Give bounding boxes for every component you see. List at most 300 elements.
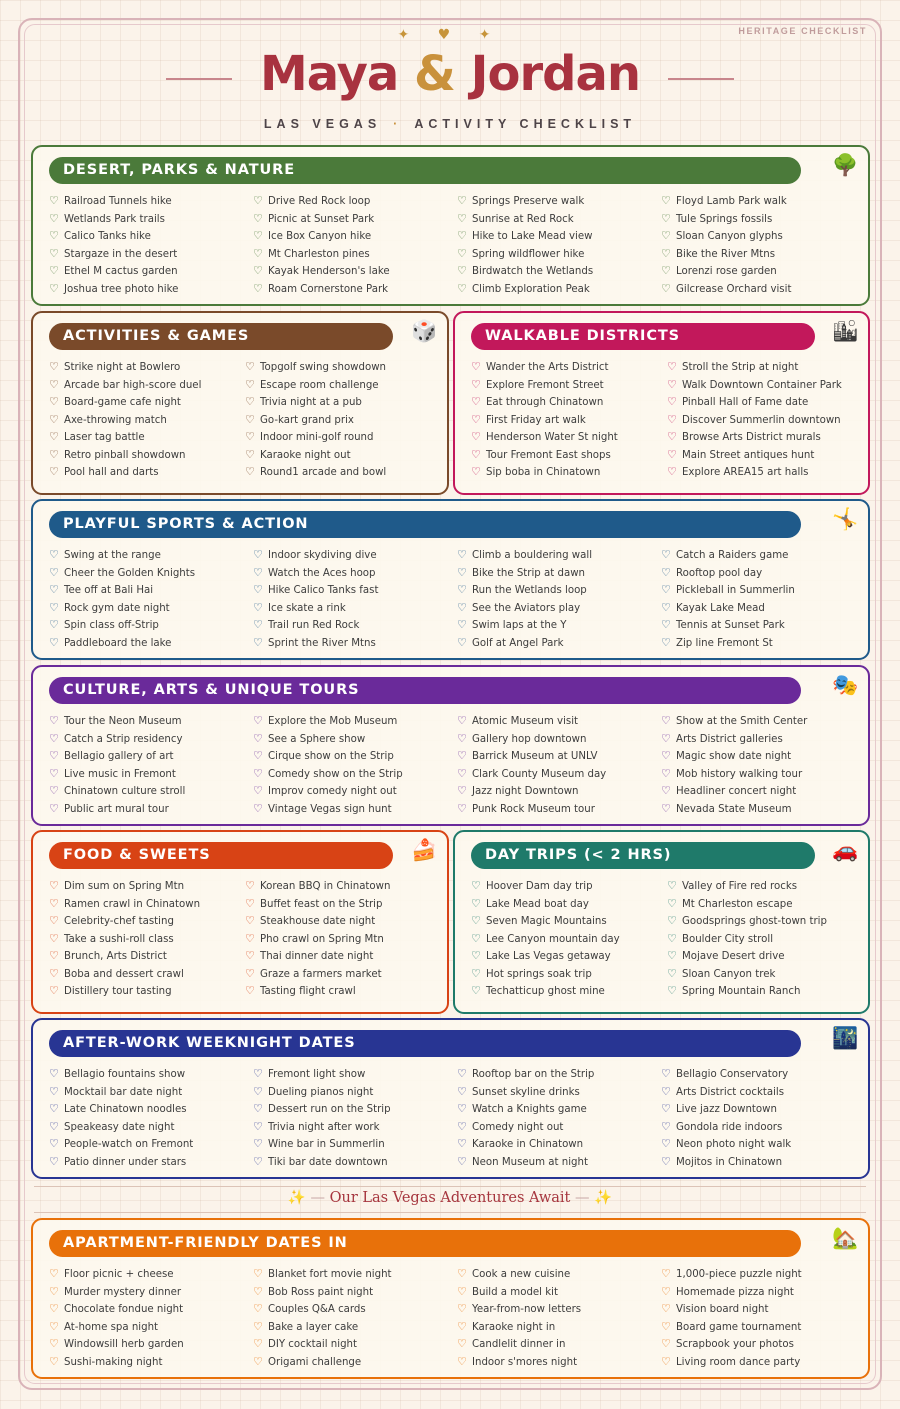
heart-checkbox-icon[interactable]: ♡ [253,194,263,207]
heart-checkbox-icon[interactable]: ♡ [667,931,677,945]
checklist-item[interactable] [457,1135,594,1153]
checklist-item[interactable] [661,210,791,228]
checklist-item[interactable] [661,599,795,617]
heart-checkbox-icon[interactable]: ♡ [661,618,671,631]
heart-checkbox-icon[interactable]: ♡ [457,801,467,815]
heart-checkbox-icon[interactable]: ♡ [667,879,677,892]
heart-checkbox-icon[interactable]: ♡ [457,635,467,649]
heart-checkbox-icon[interactable]: ♡ [245,465,255,478]
checklist-item[interactable] [49,747,185,765]
checklist-item[interactable] [471,411,618,429]
heart-checkbox-icon[interactable]: ♡ [457,1154,467,1168]
heart-checkbox-icon[interactable]: ♡ [457,1319,467,1333]
checklist-item[interactable] [253,1118,391,1136]
checklist-item[interactable] [661,581,795,599]
heart-checkbox-icon[interactable]: ♡ [667,395,677,408]
heart-checkbox-icon[interactable]: ♡ [49,914,59,927]
heart-checkbox-icon[interactable]: ♡ [457,749,467,762]
checklist-item[interactable] [471,965,620,983]
heart-checkbox-icon[interactable]: ♡ [49,600,59,614]
checklist-item[interactable] [49,1283,184,1301]
checklist-item[interactable] [471,947,620,965]
checklist-item[interactable] [245,877,390,895]
heart-checkbox-icon[interactable]: ♡ [253,1319,263,1333]
heart-checkbox-icon[interactable]: ♡ [253,1084,263,1098]
heart-checkbox-icon[interactable]: ♡ [667,949,677,962]
heart-checkbox-icon[interactable]: ♡ [245,984,255,997]
checklist-item[interactable] [253,262,390,280]
checklist-item[interactable] [667,376,842,394]
checklist-item[interactable] [49,1335,184,1353]
heart-checkbox-icon[interactable]: ♡ [471,949,481,962]
checklist-item[interactable] [253,280,390,298]
heart-checkbox-icon[interactable]: ♡ [253,211,263,225]
heart-checkbox-icon[interactable]: ♡ [253,281,263,295]
checklist-item[interactable] [471,358,618,376]
checklist-item[interactable] [49,1153,193,1171]
heart-checkbox-icon[interactable]: ♡ [245,377,255,391]
checklist-item[interactable] [253,564,378,582]
checklist-item[interactable] [253,800,403,818]
checklist-item[interactable] [471,877,620,895]
heart-checkbox-icon[interactable]: ♡ [471,896,481,910]
heart-checkbox-icon[interactable]: ♡ [49,1102,59,1115]
checklist-item[interactable] [49,428,201,446]
checklist-item[interactable] [471,428,618,446]
heart-checkbox-icon[interactable]: ♡ [253,1154,263,1168]
heart-checkbox-icon[interactable]: ♡ [661,749,671,762]
checklist-item[interactable] [49,411,201,429]
checklist-item[interactable] [667,446,842,464]
checklist-item[interactable] [471,930,620,948]
checklist-item[interactable] [253,245,390,263]
heart-checkbox-icon[interactable]: ♡ [661,565,671,579]
checklist-item[interactable] [667,463,842,481]
heart-checkbox-icon[interactable]: ♡ [49,229,59,242]
heart-checkbox-icon[interactable]: ♡ [661,1267,671,1280]
heart-checkbox-icon[interactable]: ♡ [49,412,59,426]
heart-checkbox-icon[interactable]: ♡ [457,1067,467,1080]
checklist-item[interactable] [49,192,178,210]
heart-checkbox-icon[interactable]: ♡ [471,879,481,892]
checklist-item[interactable] [667,982,827,1000]
checklist-item[interactable] [49,599,195,617]
heart-checkbox-icon[interactable]: ♡ [471,430,481,443]
heart-checkbox-icon[interactable]: ♡ [661,1137,671,1150]
checklist-item[interactable] [661,1100,791,1118]
checklist-item[interactable] [457,765,606,783]
heart-checkbox-icon[interactable]: ♡ [667,377,677,391]
checklist-item[interactable] [661,782,807,800]
heart-checkbox-icon[interactable]: ♡ [245,430,255,443]
heart-checkbox-icon[interactable]: ♡ [49,801,59,815]
heart-checkbox-icon[interactable]: ♡ [457,229,467,242]
checklist-item[interactable] [253,1300,392,1318]
checklist-item[interactable] [49,227,178,245]
checklist-item[interactable] [661,730,807,748]
checklist-item[interactable] [661,546,795,564]
heart-checkbox-icon[interactable]: ♡ [253,548,263,561]
heart-checkbox-icon[interactable]: ♡ [245,395,255,408]
heart-checkbox-icon[interactable]: ♡ [253,784,263,797]
checklist-item[interactable] [457,634,592,652]
checklist-item[interactable] [661,1283,802,1301]
heart-checkbox-icon[interactable]: ♡ [49,548,59,561]
heart-checkbox-icon[interactable]: ♡ [457,548,467,561]
heart-checkbox-icon[interactable]: ♡ [49,565,59,579]
heart-checkbox-icon[interactable]: ♡ [661,583,671,596]
heart-checkbox-icon[interactable]: ♡ [49,1319,59,1333]
checklist-item[interactable] [457,616,592,634]
heart-checkbox-icon[interactable]: ♡ [471,465,481,478]
heart-checkbox-icon[interactable]: ♡ [661,1302,671,1315]
checklist-item[interactable] [49,616,195,634]
heart-checkbox-icon[interactable]: ♡ [245,447,255,461]
checklist-item[interactable] [253,730,403,748]
checklist-item[interactable] [457,564,592,582]
heart-checkbox-icon[interactable]: ♡ [253,229,263,242]
checklist-item[interactable] [457,1335,581,1353]
heart-checkbox-icon[interactable]: ♡ [457,1354,467,1368]
heart-checkbox-icon[interactable]: ♡ [253,583,263,596]
heart-checkbox-icon[interactable]: ♡ [471,914,481,927]
checklist-item[interactable] [471,446,618,464]
checklist-item[interactable] [661,1083,791,1101]
checklist-item[interactable] [661,1300,802,1318]
heart-checkbox-icon[interactable]: ♡ [245,879,255,892]
heart-checkbox-icon[interactable]: ♡ [457,264,467,277]
heart-checkbox-icon[interactable]: ♡ [49,211,59,225]
checklist-item[interactable] [49,965,200,983]
heart-checkbox-icon[interactable]: ♡ [253,1267,263,1280]
heart-checkbox-icon[interactable]: ♡ [667,412,677,426]
heart-checkbox-icon[interactable]: ♡ [253,565,263,579]
heart-checkbox-icon[interactable]: ♡ [253,600,263,614]
heart-checkbox-icon[interactable]: ♡ [661,1084,671,1098]
checklist-item[interactable] [471,393,618,411]
checklist-item[interactable] [253,1318,392,1336]
heart-checkbox-icon[interactable]: ♡ [49,1302,59,1315]
heart-checkbox-icon[interactable]: ♡ [49,465,59,478]
checklist-item[interactable] [457,1300,581,1318]
heart-checkbox-icon[interactable]: ♡ [49,1154,59,1168]
heart-checkbox-icon[interactable]: ♡ [49,377,59,391]
checklist-item[interactable] [245,982,390,1000]
checklist-item[interactable] [253,1100,391,1118]
checklist-item[interactable] [49,895,200,913]
checklist-item[interactable] [49,765,185,783]
checklist-item[interactable] [245,393,386,411]
heart-checkbox-icon[interactable]: ♡ [49,1137,59,1150]
checklist-item[interactable] [49,358,201,376]
checklist-item[interactable] [49,634,195,652]
checklist-item[interactable] [661,616,795,634]
checklist-item[interactable] [245,912,390,930]
heart-checkbox-icon[interactable]: ♡ [667,896,677,910]
heart-checkbox-icon[interactable]: ♡ [471,360,481,373]
heart-checkbox-icon[interactable]: ♡ [49,1067,59,1080]
heart-checkbox-icon[interactable]: ♡ [667,914,677,927]
checklist-item[interactable] [49,1318,184,1336]
heart-checkbox-icon[interactable]: ♡ [49,949,59,962]
checklist-item[interactable] [245,446,386,464]
checklist-item[interactable] [253,581,378,599]
heart-checkbox-icon[interactable]: ♡ [661,1154,671,1168]
checklist-item[interactable] [471,982,620,1000]
heart-checkbox-icon[interactable]: ♡ [457,731,467,745]
heart-checkbox-icon[interactable]: ♡ [49,1084,59,1098]
checklist-item[interactable] [457,800,606,818]
heart-checkbox-icon[interactable]: ♡ [49,984,59,997]
checklist-item[interactable] [457,1100,594,1118]
checklist-item[interactable] [49,1353,184,1371]
heart-checkbox-icon[interactable]: ♡ [471,447,481,461]
checklist-item[interactable] [49,1065,193,1083]
heart-checkbox-icon[interactable]: ♡ [49,194,59,207]
checklist-item[interactable] [49,446,201,464]
heart-checkbox-icon[interactable]: ♡ [49,1267,59,1280]
heart-checkbox-icon[interactable]: ♡ [471,966,481,980]
checklist-item[interactable] [457,280,593,298]
heart-checkbox-icon[interactable]: ♡ [49,896,59,910]
checklist-item[interactable] [253,227,390,245]
heart-checkbox-icon[interactable]: ♡ [253,246,263,260]
checklist-item[interactable] [49,1083,193,1101]
heart-checkbox-icon[interactable]: ♡ [245,914,255,927]
heart-checkbox-icon[interactable]: ♡ [457,1102,467,1115]
heart-checkbox-icon[interactable]: ♡ [253,801,263,815]
heart-checkbox-icon[interactable]: ♡ [661,246,671,260]
checklist-item[interactable] [49,1100,193,1118]
checklist-item[interactable] [667,877,827,895]
heart-checkbox-icon[interactable]: ♡ [661,635,671,649]
heart-checkbox-icon[interactable]: ♡ [457,565,467,579]
heart-checkbox-icon[interactable]: ♡ [661,1354,671,1368]
heart-checkbox-icon[interactable]: ♡ [661,264,671,277]
heart-checkbox-icon[interactable]: ♡ [49,784,59,797]
heart-checkbox-icon[interactable]: ♡ [471,377,481,391]
checklist-item[interactable] [457,712,606,730]
heart-checkbox-icon[interactable]: ♡ [253,635,263,649]
checklist-item[interactable] [661,800,807,818]
checklist-item[interactable] [457,1118,594,1136]
checklist-item[interactable] [667,912,827,930]
checklist-item[interactable] [49,930,200,948]
heart-checkbox-icon[interactable]: ♡ [49,749,59,762]
heart-checkbox-icon[interactable]: ♡ [253,264,263,277]
checklist-item[interactable] [661,634,795,652]
checklist-item[interactable] [253,599,378,617]
checklist-item[interactable] [253,1153,391,1171]
checklist-item[interactable] [49,210,178,228]
checklist-item[interactable] [457,747,606,765]
checklist-item[interactable] [245,947,390,965]
checklist-item[interactable] [457,1318,581,1336]
heart-checkbox-icon[interactable]: ♡ [49,966,59,980]
heart-checkbox-icon[interactable]: ♡ [253,714,263,727]
checklist-item[interactable] [661,1335,802,1353]
heart-checkbox-icon[interactable]: ♡ [457,766,467,780]
heart-checkbox-icon[interactable]: ♡ [49,931,59,945]
heart-checkbox-icon[interactable]: ♡ [253,749,263,762]
checklist-item[interactable] [471,912,620,930]
checklist-item[interactable] [661,564,795,582]
checklist-item[interactable] [661,245,791,263]
checklist-item[interactable] [253,1065,391,1083]
heart-checkbox-icon[interactable]: ♡ [471,931,481,945]
heart-checkbox-icon[interactable]: ♡ [661,1102,671,1115]
heart-checkbox-icon[interactable]: ♡ [661,714,671,727]
checklist-item[interactable] [49,712,185,730]
heart-checkbox-icon[interactable]: ♡ [457,1137,467,1150]
heart-checkbox-icon[interactable]: ♡ [661,1284,671,1298]
checklist-item[interactable] [667,411,842,429]
heart-checkbox-icon[interactable]: ♡ [661,229,671,242]
checklist-item[interactable] [245,463,386,481]
heart-checkbox-icon[interactable]: ♡ [253,1137,263,1150]
checklist-item[interactable] [471,376,618,394]
heart-checkbox-icon[interactable]: ♡ [49,246,59,260]
heart-checkbox-icon[interactable]: ♡ [661,1067,671,1080]
heart-checkbox-icon[interactable]: ♡ [661,784,671,797]
heart-checkbox-icon[interactable]: ♡ [661,731,671,745]
checklist-item[interactable] [661,1353,802,1371]
heart-checkbox-icon[interactable]: ♡ [49,714,59,727]
checklist-item[interactable] [253,192,390,210]
heart-checkbox-icon[interactable]: ♡ [49,1354,59,1368]
heart-checkbox-icon[interactable]: ♡ [457,1284,467,1298]
checklist-item[interactable] [253,782,403,800]
heart-checkbox-icon[interactable]: ♡ [245,896,255,910]
checklist-item[interactable] [253,765,403,783]
heart-checkbox-icon[interactable]: ♡ [49,1284,59,1298]
heart-checkbox-icon[interactable]: ♡ [245,966,255,980]
checklist-item[interactable] [49,730,185,748]
checklist-item[interactable] [49,463,201,481]
checklist-item[interactable] [49,564,195,582]
checklist-item[interactable] [661,1318,802,1336]
checklist-item[interactable] [667,428,842,446]
heart-checkbox-icon[interactable]: ♡ [253,1354,263,1368]
checklist-item[interactable] [661,1153,791,1171]
heart-checkbox-icon[interactable]: ♡ [49,1337,59,1350]
checklist-item[interactable] [457,1083,594,1101]
checklist-item[interactable] [245,895,390,913]
checklist-item[interactable] [661,765,807,783]
checklist-item[interactable] [253,546,378,564]
checklist-item[interactable] [457,227,593,245]
heart-checkbox-icon[interactable]: ♡ [661,1337,671,1350]
heart-checkbox-icon[interactable]: ♡ [457,194,467,207]
heart-checkbox-icon[interactable]: ♡ [457,1119,467,1133]
checklist-item[interactable] [49,1265,184,1283]
checklist-item[interactable] [245,965,390,983]
heart-checkbox-icon[interactable]: ♡ [253,618,263,631]
heart-checkbox-icon[interactable]: ♡ [457,246,467,260]
heart-checkbox-icon[interactable]: ♡ [49,281,59,295]
checklist-item[interactable] [471,895,620,913]
checklist-item[interactable] [661,1065,791,1083]
checklist-item[interactable] [457,1283,581,1301]
checklist-item[interactable] [49,546,195,564]
heart-checkbox-icon[interactable]: ♡ [49,264,59,277]
checklist-item[interactable] [245,930,390,948]
checklist-item[interactable] [661,1118,791,1136]
heart-checkbox-icon[interactable]: ♡ [457,1337,467,1350]
checklist-item[interactable] [661,192,791,210]
checklist-item[interactable] [661,1135,791,1153]
heart-checkbox-icon[interactable]: ♡ [667,360,677,373]
heart-checkbox-icon[interactable]: ♡ [253,1067,263,1080]
checklist-item[interactable] [253,1353,392,1371]
checklist-item[interactable] [661,1265,802,1283]
checklist-item[interactable] [49,877,200,895]
heart-checkbox-icon[interactable]: ♡ [245,949,255,962]
checklist-item[interactable] [667,965,827,983]
heart-checkbox-icon[interactable]: ♡ [253,731,263,745]
heart-checkbox-icon[interactable]: ♡ [245,931,255,945]
heart-checkbox-icon[interactable]: ♡ [457,583,467,596]
checklist-item[interactable] [661,712,807,730]
heart-checkbox-icon[interactable]: ♡ [457,281,467,295]
checklist-item[interactable] [49,912,200,930]
heart-checkbox-icon[interactable]: ♡ [245,360,255,373]
checklist-item[interactable] [253,1135,391,1153]
checklist-item[interactable] [49,262,178,280]
checklist-item[interactable] [245,411,386,429]
heart-checkbox-icon[interactable]: ♡ [457,1267,467,1280]
heart-checkbox-icon[interactable]: ♡ [49,1119,59,1133]
checklist-item[interactable] [661,747,807,765]
heart-checkbox-icon[interactable]: ♡ [457,784,467,797]
checklist-item[interactable] [49,1118,193,1136]
heart-checkbox-icon[interactable]: ♡ [49,635,59,649]
heart-checkbox-icon[interactable]: ♡ [457,1302,467,1315]
heart-checkbox-icon[interactable]: ♡ [245,412,255,426]
checklist-item[interactable] [457,730,606,748]
checklist-item[interactable] [49,280,178,298]
heart-checkbox-icon[interactable]: ♡ [471,395,481,408]
heart-checkbox-icon[interactable]: ♡ [667,447,677,461]
heart-checkbox-icon[interactable]: ♡ [661,194,671,207]
heart-checkbox-icon[interactable]: ♡ [253,766,263,780]
heart-checkbox-icon[interactable]: ♡ [661,801,671,815]
checklist-item[interactable] [457,1153,594,1171]
checklist-item[interactable] [457,1353,581,1371]
checklist-item[interactable] [253,634,378,652]
checklist-item[interactable] [457,1065,594,1083]
heart-checkbox-icon[interactable]: ♡ [457,618,467,631]
heart-checkbox-icon[interactable]: ♡ [49,618,59,631]
heart-checkbox-icon[interactable]: ♡ [253,1284,263,1298]
checklist-item[interactable] [253,616,378,634]
heart-checkbox-icon[interactable]: ♡ [49,879,59,892]
checklist-item[interactable] [667,930,827,948]
heart-checkbox-icon[interactable]: ♡ [661,281,671,295]
heart-checkbox-icon[interactable]: ♡ [49,430,59,443]
heart-checkbox-icon[interactable]: ♡ [457,1084,467,1098]
checklist-item[interactable] [49,782,185,800]
heart-checkbox-icon[interactable]: ♡ [49,395,59,408]
heart-checkbox-icon[interactable]: ♡ [253,1302,263,1315]
checklist-item[interactable] [667,895,827,913]
heart-checkbox-icon[interactable]: ♡ [49,766,59,780]
checklist-item[interactable] [253,747,403,765]
heart-checkbox-icon[interactable]: ♡ [253,1102,263,1115]
checklist-item[interactable] [49,376,201,394]
checklist-item[interactable] [667,393,842,411]
heart-checkbox-icon[interactable]: ♡ [661,766,671,780]
